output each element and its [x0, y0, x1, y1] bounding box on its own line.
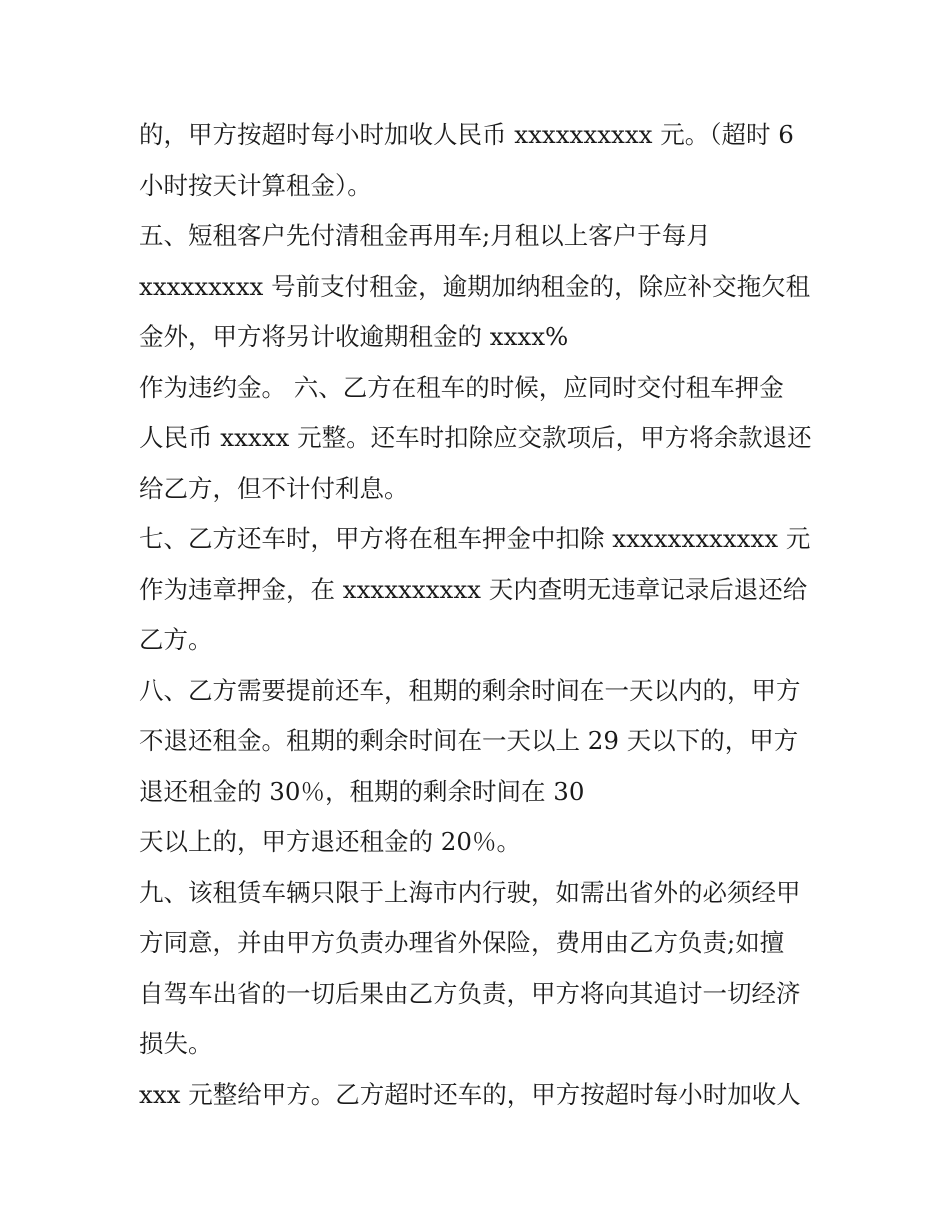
text-line: 退还租金的 30％，租期的剩余时间在 30: [139, 776, 585, 806]
text-line: xxxxxxxxx 号前支付租金，逾期加纳租金的，除应补交拖欠租: [139, 271, 811, 301]
text-line: 人民币 xxxxx 元整。还车时扣除应交款项后，甲方将余款退还: [139, 423, 812, 452]
text-line: 作为违章押金，在 xxxxxxxxxx 天内查明无违章记录后退还给: [139, 574, 808, 604]
text-line: 八、乙方需要提前还车，租期的剩余时间在一天以内的，甲方: [139, 675, 801, 705]
text-line: 小时按天计算租金）。: [139, 170, 372, 200]
text-line: 作为违约金。 六、乙方在租车的时候，应同时交付租车押金: [139, 372, 784, 402]
text-line: 七、乙方还车时，甲方将在租车押金中扣除 xxxxxxxxxxxx 元: [139, 524, 811, 553]
text-line: 乙方。: [139, 625, 213, 654]
text-line: 不退还租金。租期的剩余时间在一天以上 29 天以下的，甲方: [139, 726, 799, 755]
text-line: 金外，甲方将另计收逾期租金的 xxxx%: [139, 322, 569, 351]
text-line: 自驾车出省的一切后果由乙方负责，甲方将向其追讨一切经济: [139, 978, 801, 1008]
text-line: 的，甲方按超时每小时加收人民币 xxxxxxxxxx 元。（超时 6: [139, 120, 794, 149]
text-line: 九、该租赁车辆只限于上海市内行驶，如需出省外的必须经甲: [139, 877, 801, 907]
text-line: 损失。: [139, 1029, 213, 1058]
document-body: [139, 110, 829, 1120]
text-line: 给乙方，但不计付利息。: [139, 473, 409, 503]
text-line: 方同意，并由甲方负责办理省外保险，费用由乙方负责;如擅: [139, 928, 785, 957]
text-line: 五、短租客户先付清租金再用车;月租以上客户于每月: [139, 221, 711, 250]
text-line: 天以上的，甲方退还租金的 20％。: [139, 827, 521, 856]
text-line: xxx 元整给甲方。乙方超时还车的，甲方按超时每小时加收人: [139, 1079, 801, 1109]
